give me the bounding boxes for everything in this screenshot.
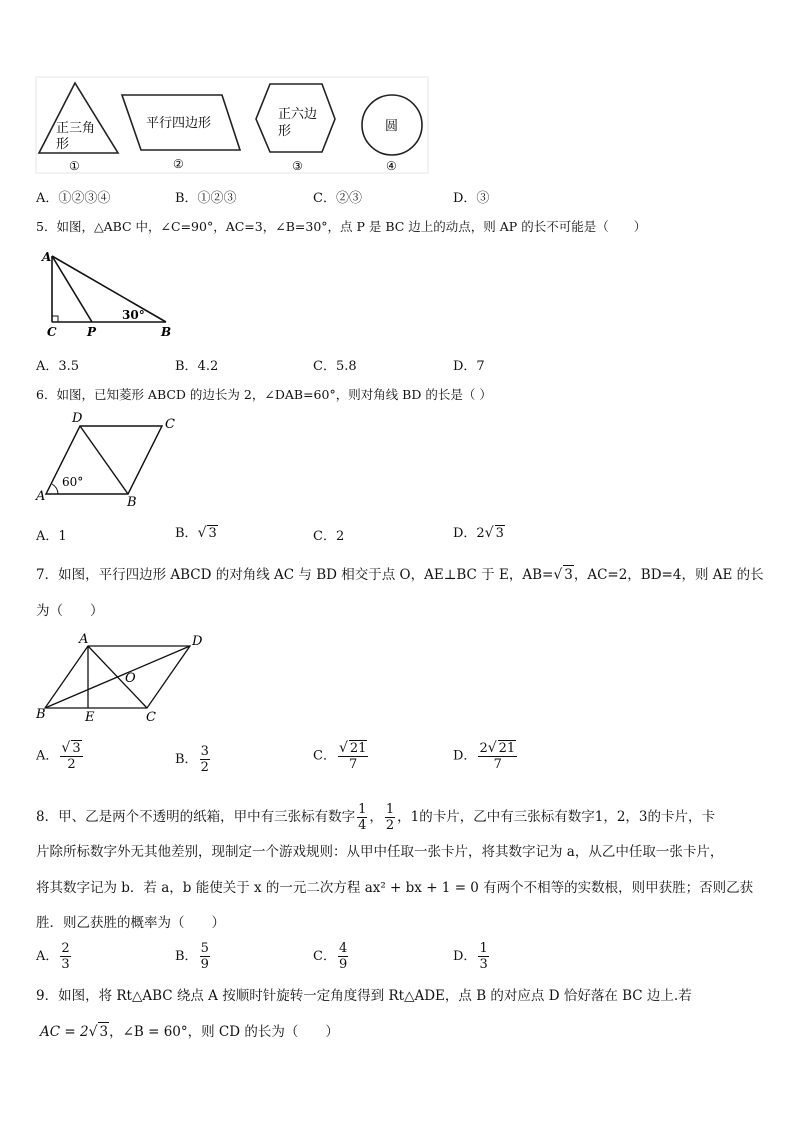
q8-line2: 片除所标数字外无其他差别，现制定一个游戏规则：从甲中任取一张卡片，将其数字记为 a，从乙中任取一张卡片， xyxy=(36,844,724,860)
q7-option-c-prefix: C． xyxy=(313,748,336,764)
parallelogram-number: ② xyxy=(173,157,184,171)
q5-option-b[interactable]: B．4.2 xyxy=(175,359,219,374)
q7-option-b-prefix: B． xyxy=(175,752,198,767)
q7-option-d-den: 7 xyxy=(493,757,502,772)
q7-option-a[interactable]: A． $\frac{√ 3}{2}$ xyxy=(36,740,81,772)
q6-label-a: A xyxy=(36,489,46,504)
q9-line2-a: AC = 2 xyxy=(40,1024,89,1040)
q8-frac1-den: 4 xyxy=(358,817,367,833)
q5-option-d[interactable]: D．7 xyxy=(453,359,485,374)
q7-label-d: D xyxy=(192,634,203,649)
q8-line3: 将其数字记为 b．若 a，b 能使关于 x 的一元二次方程 ax² + bx + 1 = 0 有两个不相等的实数根，则甲获胜；否则乙获 xyxy=(36,880,754,896)
q7-label-b: B xyxy=(36,707,46,722)
q8-option-a-prefix: A． xyxy=(36,949,59,964)
q4-option-c[interactable]: C．②③ xyxy=(313,191,362,206)
triangle-label-1: 正三角 xyxy=(56,121,96,136)
q8-option-d-num: 1 xyxy=(479,941,488,956)
q8-option-c-num: 4 xyxy=(338,941,348,956)
q6-label-c: C xyxy=(165,417,175,432)
q7-option-d-num: 21 xyxy=(498,741,516,756)
q8-line4: 胜．则乙获胜的概率为（ ） xyxy=(36,915,225,931)
q6-label-b: B xyxy=(127,495,137,510)
hexagon-number: ③ xyxy=(292,159,303,173)
q5-label-p: P xyxy=(87,325,97,339)
q8-option-d[interactable] xyxy=(453,941,491,972)
q6-stem: 6．如图，已知菱形 ABCD 的边长为 2，∠DAB=60°，则对角线 BD 的长是（ ） xyxy=(36,387,492,402)
q7-option-d[interactable]: D． $\frac{2√ 21}{7}$ xyxy=(453,740,516,772)
q7-option-c-num: 21 xyxy=(349,741,367,756)
q5-triangle-figure xyxy=(36,248,181,340)
q6-label-d: D xyxy=(72,411,83,426)
q7-option-a-prefix: A． xyxy=(36,748,59,764)
hexagon-label-1: 正六边 xyxy=(278,107,318,122)
q8-option-d-den: 3 xyxy=(479,957,488,972)
q6-option-d-radicand: 3 xyxy=(495,526,504,541)
q8-line1-b: ，1的卡片，乙中有三张标有数字1，2，3的卡片，卡 xyxy=(397,809,716,825)
q7-label-o: O xyxy=(125,671,136,686)
q7-label-c: C xyxy=(146,710,156,725)
q9-line2-b: ，∠B = 60°，则 CD 的长为（ ） xyxy=(109,1024,339,1040)
q6-option-d-prefix: D．2 xyxy=(453,526,485,541)
q8-line1-a: 8．甲、乙是两个不透明的纸箱，甲中有三张标有数字 xyxy=(36,809,356,825)
q7-stem-part2: ，AC=2，BD=4，则 AE 的长 xyxy=(573,567,764,583)
q7-stem: 7．如图，平行四边形 ABCD 的对角线 AC 与 BD 相交于点 O，AE⊥BC 于 E，AB=√ 3，AC=2，BD=4，则 AE 的长 xyxy=(36,567,764,583)
hexagon-label-2: 形 xyxy=(278,124,292,139)
q7-parallelogram-figure xyxy=(32,632,212,727)
q9-line2-radicand: 3 xyxy=(99,1024,109,1040)
q5-label-c: C xyxy=(47,325,57,339)
q4-option-b[interactable]: B．①②③ xyxy=(175,191,237,206)
q6-angle-label: 60° xyxy=(62,475,84,489)
q5-angle-label: 30° xyxy=(122,308,145,322)
triangle-number: ① xyxy=(69,159,80,173)
q7-option-b-den: 2 xyxy=(200,760,209,775)
q4-shapes-figure xyxy=(30,75,430,175)
q7-option-a-den: 2 xyxy=(67,757,76,772)
q7-option-a-num: 3 xyxy=(72,741,81,756)
q7-stem-line2: 为（ ） xyxy=(36,603,104,619)
q4-option-d[interactable]: D．③ xyxy=(453,191,490,206)
q5-label-a: A xyxy=(42,250,52,264)
q8-frac2-num: 1 xyxy=(385,801,395,817)
q8-comma: ， xyxy=(369,809,383,825)
q8-option-b-den: 9 xyxy=(200,957,209,972)
q7-option-c[interactable]: C． $\frac{√ 21}{7}$ xyxy=(313,740,367,772)
q6-option-b[interactable]: B．√ 3 xyxy=(175,525,217,541)
q8-option-a[interactable] xyxy=(36,941,73,972)
q6-rhombus-figure xyxy=(34,410,184,510)
q7-option-b-num: 3 xyxy=(200,744,209,759)
q7-label-a: A xyxy=(79,632,89,647)
q7-option-d-coef: 2 xyxy=(479,741,488,756)
q5-option-a[interactable]: A．3.5 xyxy=(36,359,80,374)
q8-line1 xyxy=(36,796,715,838)
circle-label: 圆 xyxy=(385,119,399,134)
q6-option-b-prefix: B． xyxy=(175,526,198,541)
q8-option-b-prefix: B． xyxy=(175,949,198,964)
q8-option-a-den: 3 xyxy=(61,957,70,972)
parallelogram-label: 平行四边形 xyxy=(146,116,212,131)
q8-option-a-num: 2 xyxy=(61,941,70,956)
q8-option-b[interactable] xyxy=(175,941,212,972)
q7-stem-part1: 7．如图，平行四边形 ABCD 的对角线 AC 与 BD 相交于点 O，AE⊥BC 于 E，AB= xyxy=(36,567,554,583)
q4-option-a[interactable]: A．①②③④ xyxy=(36,191,111,206)
q8-option-b-num: 5 xyxy=(200,941,209,956)
q9-line1: 9．如图，将 Rt△ABC 绕点 A 按顺时针旋转一定角度得到 Rt△ADE，点 B 的对应点 D 恰好落在 BC 边上.若 xyxy=(36,988,692,1004)
q8-option-c[interactable] xyxy=(313,941,350,972)
q7-option-c-den: 7 xyxy=(349,757,358,772)
q7-stem-radicand: 3 xyxy=(564,567,573,583)
q5-option-c[interactable]: C．5.8 xyxy=(313,359,357,374)
q8-option-c-den: 9 xyxy=(338,957,348,972)
q7-label-e: E xyxy=(85,710,95,725)
q6-option-a[interactable]: A．1 xyxy=(36,529,67,544)
q7-option-d-prefix: D． xyxy=(453,748,477,764)
q6-option-b-radicand: 3 xyxy=(208,526,217,541)
q8-frac1-num: 1 xyxy=(358,801,367,817)
q5-stem: 5．如图，△ABC 中，∠C=90°，AC=3，∠B=30°，点 P 是 BC 边上的动点，则 AP 的长不可能是（ ） xyxy=(36,219,647,234)
q6-option-d[interactable]: D．2√ 3 xyxy=(453,525,504,541)
triangle-shape xyxy=(39,83,118,153)
circle-number: ④ xyxy=(386,159,397,173)
q8-frac2-den: 2 xyxy=(385,817,395,833)
triangle-label-2: 形 xyxy=(56,137,70,152)
q7-option-b[interactable] xyxy=(175,744,212,775)
q8-option-d-prefix: D． xyxy=(453,949,477,964)
q6-option-c[interactable]: C．2 xyxy=(313,529,345,544)
q5-label-b: B xyxy=(161,325,172,339)
q9-line2: AC = 2√ 3，∠B = 60°，则 CD 的长为（ ） xyxy=(40,1024,339,1040)
q8-option-c-prefix: C． xyxy=(313,949,336,964)
